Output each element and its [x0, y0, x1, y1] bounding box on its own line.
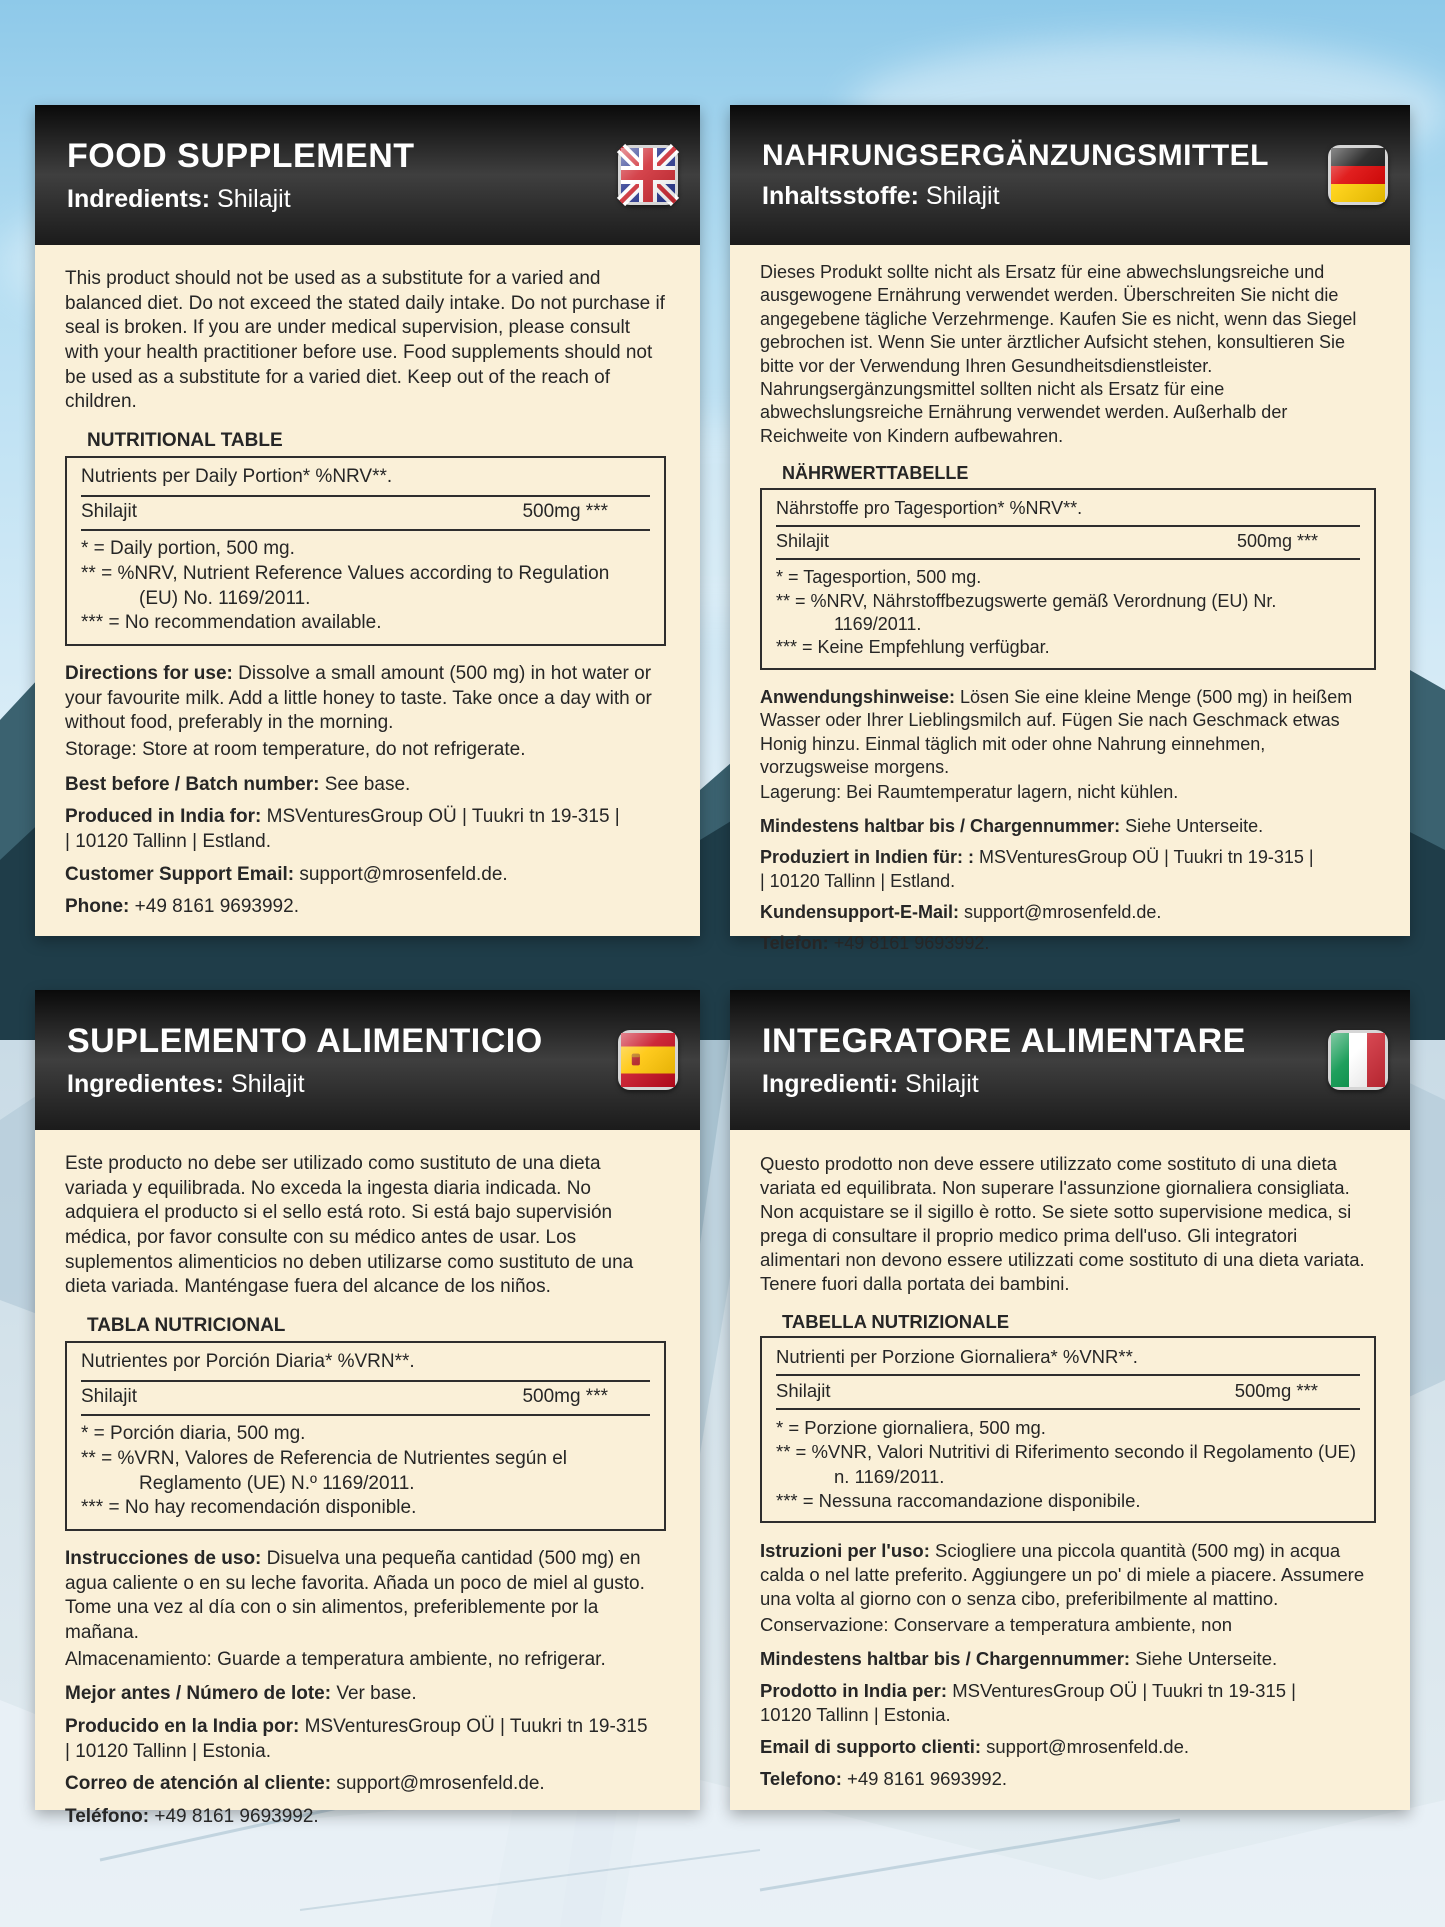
ingredients-line — [762, 182, 1269, 211]
table-footnote: ** = %VRN, Valores de Referencia de Nutrientes según el Reglamento (UE) N.º 1169/2011. — [81, 1447, 567, 1494]
panel-body — [35, 245, 700, 936]
label-panel-spanish — [35, 990, 700, 1828]
table-footnotes — [81, 1416, 650, 1521]
support-email-text: support@mrosenfeld.de. — [299, 863, 508, 885]
best-before-text: Ver base. — [336, 1683, 417, 1705]
best-before-text: Siehe Unterseite. — [1135, 1647, 1278, 1669]
warning-text: Dieses Produkt sollte nicht als Ersatz für eine abwechslungsreiche und ausgewogene Ernährung verwendet werden. Überschreiten Sie nicht die angegebene tägliche Verzehrmenge. Kaufen Sie es nicht, wenn das Siegel gebrochen ist. Wenn Sie unter ärztlicher Aufsicht stehen, konsultieren Sie bitte vor der Verwendung Ihren Gesundheitsdienstleister. Nahrungsergänzungsmittel sollten nicht als Ersatz für eine abwechslungsreiche Ernährung verwendet werden. Außerhalb der Reichweite von Kindern aufbewahren. — [760, 262, 1357, 446]
panel-body — [730, 245, 1410, 954]
nutrient-name: Shilajit — [776, 530, 830, 551]
phone-label: Teléfono: — [65, 1806, 150, 1828]
label-panel-german — [730, 105, 1410, 954]
nutrient-name: Shilajit — [81, 1385, 137, 1407]
produced-label: Produced in India for: — [65, 806, 262, 828]
nutrient-name: Shilajit — [81, 500, 137, 522]
produced-text: MSVenturesGroup OÜ | Tuukri tn 19-315 — [304, 1716, 648, 1738]
ingredients-label: Inhaltsstoffe: — [762, 182, 919, 210]
table-footnotes — [81, 531, 650, 636]
warning-text: Questo prodotto non deve essere utilizzato come sostituto di una dieta variata ed equilibrata. Non superare l'assunzione giornaliera consigliata. Non acquistare se il sigillo è rotto. Se siete sotto supervisione medica, si prega di consultare il proprio medico prima dell'uso. Gli integratori alimentari non devono essere utilizzati come sostituto di una dieta variata. Tenere fuori dalla portata dei bambini. — [760, 1153, 1365, 1295]
support-email-label: Customer Support Email: — [65, 863, 295, 885]
nutrient-amount: 500mg *** — [1236, 530, 1318, 551]
ingredients-value: Shilajit — [905, 1069, 979, 1098]
produced-text: MSVenturesGroup OÜ | Tuukri tn 19-315 | — [979, 847, 1314, 868]
support-email-line — [65, 863, 666, 888]
panel-body — [35, 1130, 700, 1828]
ingredients-label: Ingredienti: — [762, 1069, 899, 1098]
support-email-label: Email di supporto clienti: — [760, 1735, 981, 1757]
phone-label: Telefon: — [760, 933, 829, 954]
phone-line — [760, 932, 1376, 955]
table-footnotes — [776, 560, 1360, 660]
storage-line — [65, 738, 666, 763]
best-before-text: See base. — [324, 773, 411, 795]
table-footnote: * = Porzione giornaliera, 500 mg. — [776, 1417, 1046, 1439]
best-before-line — [65, 1682, 666, 1707]
directions-label: Istruzioni per l'uso: — [760, 1539, 930, 1561]
ingredients-label: Indredients: — [67, 184, 211, 213]
table-footnotes — [776, 1410, 1360, 1512]
panel-header — [730, 105, 1410, 245]
table-footnote: * = Daily portion, 500 mg. — [81, 538, 295, 560]
storage-label: Lagerung: — [760, 782, 842, 803]
nutritional-table — [65, 456, 666, 646]
table-footnote: *** = Keine Empfehlung verfügbar. — [776, 637, 1050, 658]
phone-line — [760, 1767, 1376, 1791]
header-text — [67, 137, 415, 214]
table-footnote: ** = %NRV, Nährstoffbezugswerte gemäß Verordnung (EU) Nr. 1169/2011. — [776, 590, 1277, 635]
nutrient-amount: 500mg *** — [522, 500, 608, 522]
panel-header — [730, 990, 1410, 1130]
header-text — [67, 1022, 543, 1099]
directions-line — [760, 686, 1376, 780]
produced-line — [65, 1715, 666, 1764]
header-text — [762, 139, 1269, 211]
directions-text: Sciogliere una piccola quantità (500 mg) in acqua calda o nel latte preferito. Aggiungere un po' di miele a piacere. Assumere una volta al giorno con o senza cibo, preferibilmente al mattino. — [760, 1539, 1365, 1609]
storage-line — [760, 1613, 1376, 1637]
panel-header — [35, 990, 700, 1130]
storage-label: Storage: — [65, 739, 137, 760]
best-before-line — [760, 1647, 1376, 1671]
produced-text-line2: 10120 Tallinn | Estonia. — [760, 1703, 951, 1725]
phone-label: Telefono: — [760, 1767, 842, 1789]
produced-label: Producido en la India por: — [65, 1716, 300, 1738]
ingredients-line — [762, 1070, 1246, 1099]
warning-text: Este producto no debe ser utilizado como sustituto de una dieta variada y equilibrada. No exceda la ingesta diaria indicada. No adquiera el producto si el sello está roto. Si está bajo supervisión médica, por favor consulte con su médico antes de usar. Los suplementos alimenticios no deben utilizarse como sustituto de una dieta variada. Manténgase fuera del alcance de los niños. — [65, 1153, 634, 1298]
italy-flag-icon — [1328, 1030, 1388, 1090]
warning-text: This product should not be used as a substitute for a varied and balanced diet. Do not exceed the stated daily intake. Do not purchase if seal is broken. If you are under medical supervision, please consult with your health practitioner before use. Food supplements should not be used as a substitute for a varied diet. Keep out of the reach of children. — [65, 268, 665, 413]
spain-flag-icon — [618, 1030, 678, 1090]
directions-text: Lösen Sie eine kleine Menge (500 mg) in heißem Wasser oder Ihrer Lieblingsmilch auf. Fügen Sie nach Geschmack etwas Honig hinzu. Einmal täglich mit oder ohne Nahrung einnehmen, vorzugsweise morgens. — [760, 686, 1353, 778]
ingredients-value: Shilajit — [925, 182, 1000, 210]
nutrient-amount: 500mg *** — [1234, 1380, 1318, 1402]
storage-text: Bei Raumtemperatur lagern, nicht kühlen. — [846, 782, 1179, 803]
support-email-text: support@mrosenfeld.de. — [964, 901, 1162, 922]
directions-line — [65, 662, 666, 736]
nutritional-table — [65, 1341, 666, 1531]
support-email-line — [760, 1735, 1376, 1759]
ingredients-line — [67, 1070, 543, 1099]
ingredients-label: Ingredientes: — [67, 1069, 224, 1098]
nutritional-table-title: TABELLA NUTRIZIONALE — [782, 1311, 1010, 1333]
directions-label: Anwendungshinweise: — [760, 686, 956, 707]
table-header-row: Nutrientes por Porción Diaria* %VRN**. — [81, 1347, 650, 1382]
nutritional-table — [760, 1336, 1376, 1522]
label-panel-italian — [730, 990, 1410, 1810]
nutrient-name: Shilajit — [776, 1380, 831, 1402]
table-footnote: *** = No recommendation available. — [81, 612, 382, 634]
support-email-text: support@mrosenfeld.de. — [336, 1773, 545, 1795]
produced-line — [760, 846, 1376, 893]
storage-text: Conservare a temperatura ambiente, non — [893, 1613, 1233, 1635]
table-footnote: * = Porción diaria, 500 mg. — [81, 1423, 306, 1445]
produced-text: MSVenturesGroup OÜ | Tuukri tn 19-315 | — [266, 806, 620, 828]
produced-text: MSVenturesGroup OÜ | Tuukri tn 19-315 | — [952, 1679, 1296, 1701]
nutritional-table — [760, 488, 1376, 670]
phone-text: +49 8161 9693992. — [833, 933, 990, 954]
panel-header — [35, 105, 700, 245]
support-email-label: Correo de atención al cliente: — [65, 1773, 332, 1795]
best-before-label: Mejor antes / Número de lote: — [65, 1683, 332, 1705]
table-footnote: *** = No hay recomendación disponible. — [81, 1497, 417, 1519]
page-title: NAHRUNGSERGÄNZUNGSMITTEL — [762, 139, 1269, 172]
directions-line — [760, 1539, 1376, 1611]
storage-label: Almacenamiento: — [65, 1648, 212, 1670]
phone-text: +49 8161 9693992. — [847, 1767, 1007, 1789]
table-footnote: *** = Nessuna raccomandazione disponibile. — [776, 1489, 1141, 1511]
directions-text: Dissolve a small amount (500 mg) in hot water or your favourite milk. Add a little honey to taste. Take once a day with or without food, preferably in the morning. — [65, 662, 652, 734]
ingredients-line — [67, 185, 415, 214]
phone-label: Phone: — [65, 896, 130, 918]
directions-label: Instrucciones de uso: — [65, 1547, 262, 1569]
support-email-line — [760, 901, 1376, 924]
nutritional-table-title: NUTRITIONAL TABLE — [87, 430, 283, 452]
best-before-line — [760, 815, 1376, 838]
table-footnote: ** = %NRV, Nutrient Reference Values according to Regulation (EU) No. 1169/2011. — [81, 562, 610, 609]
produced-line — [760, 1679, 1376, 1727]
uk-flag-icon — [618, 145, 678, 205]
best-before-label: Best before / Batch number: — [65, 773, 320, 795]
phone-line — [65, 1805, 666, 1830]
storage-line — [760, 781, 1376, 804]
table-header-row: Nährstoffe pro Tagesportion* %NRV**. — [776, 494, 1360, 527]
support-email-text: support@mrosenfeld.de. — [986, 1735, 1189, 1757]
best-before-line — [65, 773, 666, 798]
phone-line — [65, 895, 666, 920]
directions-text: Disuelva una pequeña cantidad (500 mg) en agua caliente o en su leche favorita. Añada un poco de miel al gusto. Tome una vez al día con o sin alimentos, preferiblemente por la mañana. — [65, 1547, 645, 1643]
storage-text: Store at room temperature, do not refrigerate. — [142, 739, 526, 760]
support-email-label: Kundensupport-E-Mail: — [760, 901, 959, 922]
storage-text: Guarde a temperatura ambiente, no refrigerar. — [217, 1648, 606, 1670]
page-title: SUPLEMENTO ALIMENTICIO — [67, 1021, 543, 1060]
produced-line — [65, 805, 666, 854]
best-before-label: Mindestens haltbar bis / Chargennummer: — [760, 815, 1121, 836]
directions-label: Directions for use: — [65, 662, 233, 684]
produced-text-line2: | 10120 Tallinn | Estonia. — [65, 1740, 271, 1762]
germany-flag-icon — [1328, 145, 1388, 205]
page-title: FOOD SUPPLEMENT — [67, 136, 415, 175]
table-footnote: * = Tagesportion, 500 mg. — [776, 567, 982, 588]
support-email-line — [65, 1772, 666, 1797]
table-row — [776, 527, 1360, 560]
page-title: INTEGRATORE ALIMENTARE — [762, 1021, 1246, 1060]
nutrient-amount: 500mg *** — [522, 1385, 608, 1407]
label-panel-english — [35, 105, 700, 936]
best-before-label: Mindestens haltbar bis / Chargennummer: — [760, 1647, 1131, 1669]
produced-text-line2: | 10120 Tallinn | Estland. — [65, 831, 271, 853]
table-row — [81, 1382, 650, 1417]
produced-label: Prodotto in India per: — [760, 1679, 948, 1701]
panel-body — [730, 1130, 1410, 1810]
phone-text: +49 8161 9693992. — [134, 896, 299, 918]
phone-text: +49 8161 9693992. — [154, 1806, 319, 1828]
best-before-text: Siehe Unterseite. — [1125, 815, 1264, 836]
table-header-row: Nutrients per Daily Portion* %NRV**. — [81, 462, 650, 497]
header-text — [762, 1022, 1246, 1099]
produced-text-line2: | 10120 Tallinn | Estland. — [760, 870, 956, 891]
table-header-row: Nutrienti per Porzione Giornaliera* %VNR**. — [776, 1342, 1360, 1376]
table-footnote: ** = %VNR, Valori Nutritivi di Riferimento secondo il Regolamento (UE) n. 1169/2011. — [776, 1441, 1357, 1487]
table-row — [81, 497, 650, 532]
produced-label: Produziert in Indien für: : — [760, 847, 974, 868]
nutritional-table-title: TABLA NUTRICIONAL — [87, 1315, 286, 1337]
directions-line — [65, 1547, 666, 1646]
nutritional-table-title: NÄHRWERTTABELLE — [782, 463, 969, 484]
ingredients-value: Shilajit — [217, 184, 291, 213]
storage-label: Conservazione: — [760, 1613, 889, 1635]
ingredients-value: Shilajit — [230, 1069, 305, 1098]
table-row — [776, 1376, 1360, 1410]
storage-line — [65, 1648, 666, 1673]
